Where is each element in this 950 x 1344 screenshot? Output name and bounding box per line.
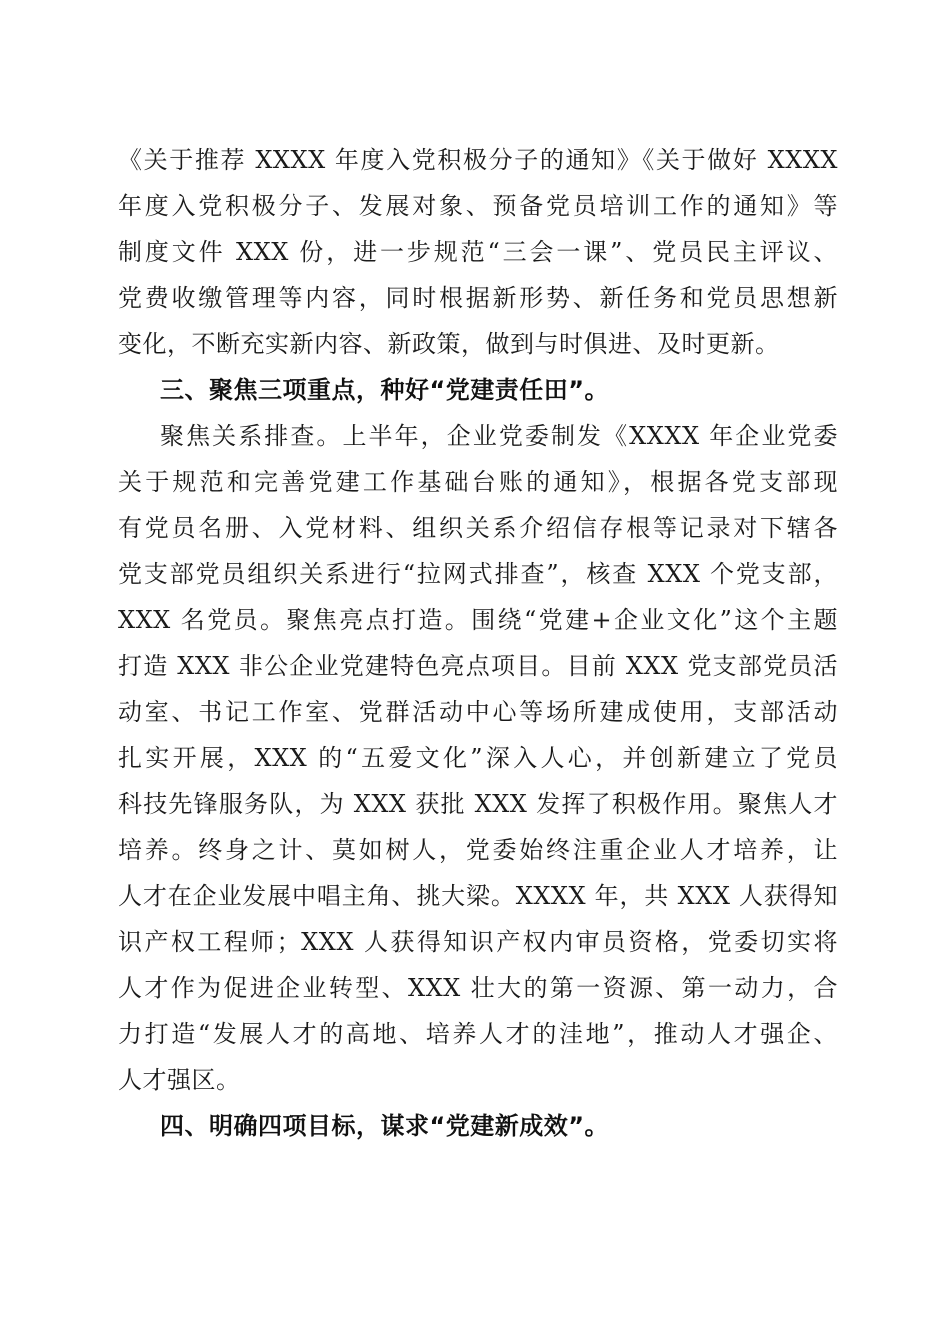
section-heading-4: 四、明确四项目标，谋求“党建新成效”。: [160, 1112, 610, 1140]
paragraph-1-line-2: 年度入党积极分子、发展对象、预备党员培训工作的通知》等: [118, 192, 838, 220]
paragraph-1-line-3: 制度文件 XXX 份，进一步规范“三会一课”、党员民主评议、: [118, 238, 838, 266]
paragraph-2-line-12: 识产权工程师；XXX 人获得知识产权内审员资格，党委切实将: [118, 928, 838, 956]
paragraph-2-line-15: 人才强区。: [118, 1066, 241, 1094]
paragraph-1-line-1: 《关于推荐 XXXX 年度入党积极分子的通知》《关于做好 XXXX: [118, 146, 838, 174]
paragraph-2-line-1: 聚焦关系排查。上半年，企业党委制发《XXXX 年企业党委: [160, 422, 838, 450]
paragraph-1-line-5: 变化，不断充实新内容、新政策，做到与时俱进、及时更新。: [118, 330, 780, 358]
paragraph-2-line-2: 关于规范和完善党建工作基础台账的通知》，根据各党支部现: [118, 468, 838, 496]
paragraph-1-line-4: 党费收缴管理等内容，同时根据新形势、新任务和党员思想新: [118, 284, 838, 312]
paragraph-2-line-10: 培养。终身之计、莫如树人，党委始终注重企业人才培养，让: [118, 836, 838, 864]
paragraph-2-line-14: 力打造“发展人才的高地、培养人才的洼地”，推动人才强企、: [118, 1020, 838, 1048]
paragraph-2-line-8: 扎实开展，XXX 的“五爱文化”深入人心，并创新建立了党员: [118, 744, 838, 772]
paragraph-2-line-6: 打造 XXX 非公企业党建特色亮点项目。目前 XXX 党支部党员活: [118, 652, 838, 680]
paragraph-2-line-5: XXX 名党员。聚焦亮点打造。围绕“党建+企业文化”这个主题: [118, 606, 838, 634]
paragraph-2-line-11: 人才在企业发展中唱主角、挑大梁。XXXX 年，共 XXX 人获得知: [118, 882, 838, 910]
paragraph-2-line-3: 有党员名册、入党材料、组织关系介绍信存根等记录对下辖各: [118, 514, 838, 542]
section-heading-3: 三、聚焦三项重点，种好“党建责任田”。: [160, 376, 610, 404]
paragraph-2-line-4: 党支部党员组织关系进行“拉网式排查”，核查 XXX 个党支部，: [118, 560, 838, 588]
paragraph-2-line-9: 科技先锋服务队，为 XXX 获批 XXX 发挥了积极作用。聚焦人才: [118, 790, 838, 818]
paragraph-2-line-7: 动室、书记工作室、党群活动中心等场所建成使用，支部活动: [118, 698, 838, 726]
paragraph-2-line-13: 人才作为促进企业转型、XXX 壮大的第一资源、第一动力，合: [118, 974, 838, 1002]
